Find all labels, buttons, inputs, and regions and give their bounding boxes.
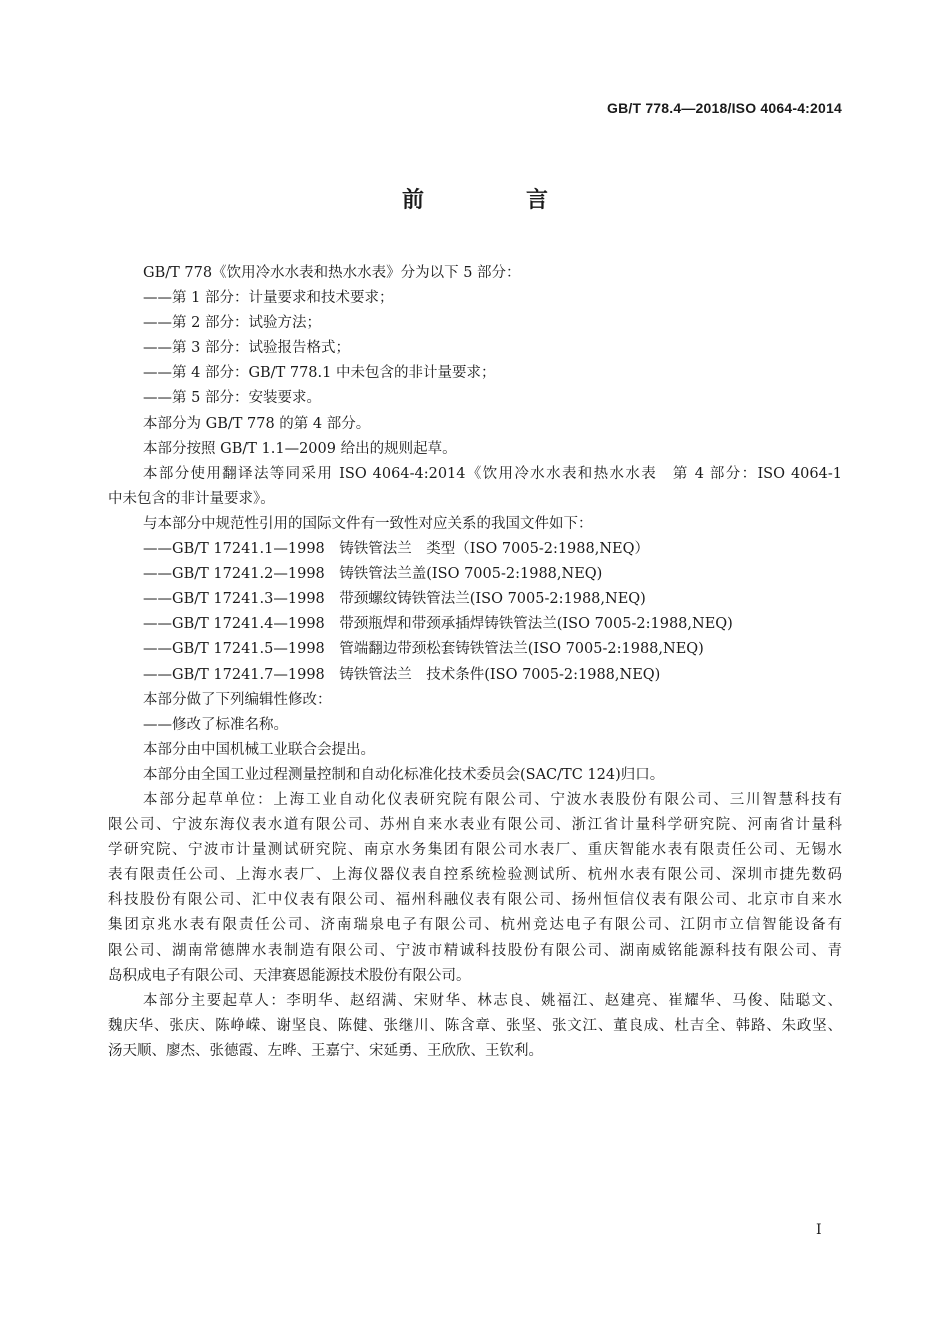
text-line: 本部分由全国工业过程测量控制和自动化标准化技术委员会(SAC/TC 124)归口。 xyxy=(143,766,665,783)
text-line: ——第 2 部分：试验方法； xyxy=(143,315,321,332)
text-line: 限公司、宁波东海仪表水道有限公司、苏州自来水表业有限公司、浙江省计量科学研究院、河南省计量科 xyxy=(108,817,842,834)
foreword-body xyxy=(108,261,842,1064)
text-line: ——GB/T 17241.7—1998 铸铁管法兰 技术条件(ISO 7005-2:1988,NEQ) xyxy=(143,666,661,683)
text-line: ——GB/T 17241.5—1998 管端翻边带颈松套铸铁管法兰(ISO 7005-2:1988,NEQ) xyxy=(143,641,704,658)
text-line: 本部分由中国机械工业联合会提出。 xyxy=(143,741,375,758)
text-line: ——修改了标准名称。 xyxy=(143,716,288,733)
text-line: 限公司、湖南常德牌水表制造有限公司、宁波市精诚科技股份有限公司、湖南威铭能源科技有限公司、青 xyxy=(108,942,842,959)
text-line: 本部分为 GB/T 778 的第 4 部分。 xyxy=(143,415,371,432)
text-line: 本部分起草单位：上海工业自动化仪表研究院有限公司、宁波水表股份有限公司、三川智慧科技有 xyxy=(143,791,842,808)
text-line: 本部分使用翻译法等同采用 ISO 4064-4:2014《饮用冷水水表和热水水表 第 4 部分：ISO 4064-1 xyxy=(143,465,842,482)
text-line: ——第 3 部分：试验报告格式； xyxy=(143,340,350,357)
text-line: 表有限责任公司、上海水表厂、上海仪器仪表自控系统检验测试所、杭州水表有限公司、深圳市捷先数码 xyxy=(108,867,842,884)
text-line: ——GB/T 17241.3—1998 带颈螺纹铸铁管法兰(ISO 7005-2:1988,NEQ) xyxy=(143,591,646,608)
text-line: ——第 4 部分：GB/T 778.1 中未包含的非计量要求； xyxy=(143,365,496,382)
standard-number-header: GB/T 778.4—2018/ISO 4064-4:2014 xyxy=(606,100,842,116)
text-line: ——GB/T 17241.4—1998 带颈瓶焊和带颈承插焊铸铁管法兰(ISO 7005-2:1988,NEQ) xyxy=(143,616,733,633)
text-line: 与本部分中规范性引用的国际文件有一致性对应关系的我国文件如下： xyxy=(143,515,593,532)
text-line: 汤天顺、廖杰、张德霞、左晔、王嘉宁、宋延勇、王欣欣、王钦利。 xyxy=(108,1042,543,1059)
text-line: 本部分按照 GB/T 1.1—2009 给出的规则起草。 xyxy=(143,440,457,457)
page-title: 前 言 xyxy=(401,188,588,213)
text-line: ——第 1 部分：计量要求和技术要求； xyxy=(143,290,394,307)
text-line: 魏庆华、张庆、陈峥嵘、谢坚良、陈健、张继川、陈含章、张坚、张文江、董良成、杜吉全、韩路、朱政坚、 xyxy=(108,1017,842,1034)
text-line: ——GB/T 17241.2—1998 铸铁管法兰盖(ISO 7005-2:1988,NEQ) xyxy=(143,566,603,583)
text-line: 集团京兆水表有限责任公司、济南瑞泉电子有限公司、杭州竞达电子有限公司、江阴市立信智能设备有 xyxy=(108,917,842,934)
text-line: 本部分做了下列编辑性修改： xyxy=(143,691,332,708)
page-number: I xyxy=(816,1222,822,1238)
text-line: GB/T 778《饮用冷水水表和热水水表》分为以下 5 部分： xyxy=(143,265,521,281)
text-line: ——GB/T 17241.1—1998 铸铁管法兰 类型（ISO 7005-2:1988,NEQ） xyxy=(143,541,650,558)
text-line: 学研究院、宁波市计量测试研究院、南京水务集团有限公司水表厂、重庆智能水表有限责任公司、无锡水 xyxy=(108,842,842,859)
text-line: 岛积成电子有限公司、天津赛恩能源技术股份有限公司。 xyxy=(108,967,471,984)
text-line: ——第 5 部分：安装要求。 xyxy=(143,390,321,407)
text-line: 本部分主要起草人：李明华、赵绍满、宋财华、林志良、姚福江、赵建亮、崔耀华、马俊、陆聪文、 xyxy=(143,992,842,1009)
text-line: 中未包含的非计量要求》。 xyxy=(108,490,275,507)
text-line: 科技股份有限公司、汇中仪表有限公司、福州科融仪表有限公司、扬州恒信仪表有限公司、北京市自来水 xyxy=(108,892,842,909)
